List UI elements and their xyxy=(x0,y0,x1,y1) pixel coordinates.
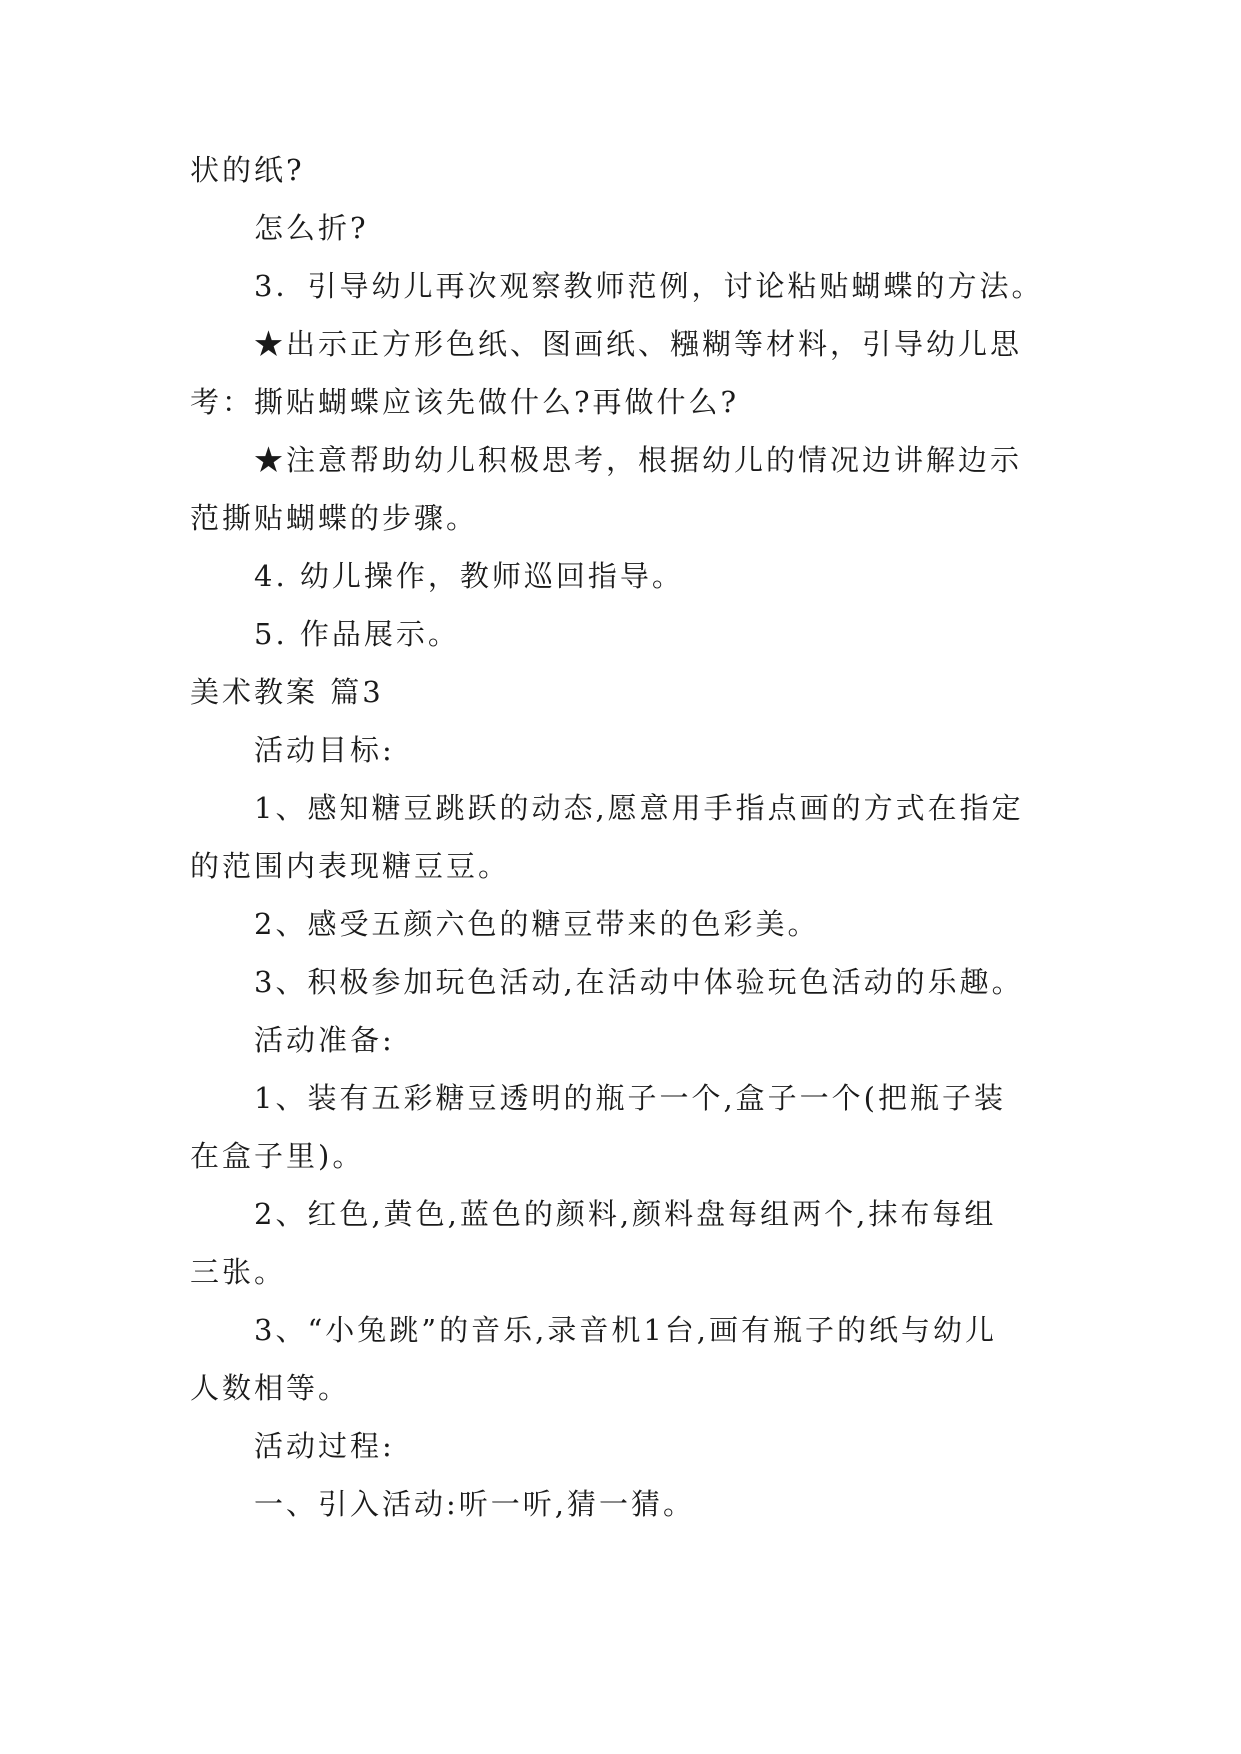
text-line: 1、感知糖豆跳跃的动态,愿意用手指点画的方式在指定 xyxy=(254,791,1024,825)
text-line: 1、装有五彩糖豆透明的瓶子一个,盒子一个(把瓶子装 xyxy=(254,1081,1006,1115)
text-line: 一、引入活动:听一听,猜一猜。 xyxy=(254,1487,695,1521)
text-line: 范撕贴蝴蝶的步骤。 xyxy=(190,501,479,535)
text-line: 3、积极参加玩色活动,在活动中体验玩色活动的乐趣。 xyxy=(254,965,1024,999)
text-line: 活动目标: xyxy=(254,733,395,767)
text-line: 的范围内表现糖豆豆。 xyxy=(190,849,511,883)
section-heading: 美术教案 篇3 xyxy=(190,675,384,709)
text-line: 活动准备: xyxy=(254,1023,395,1057)
text-line: 怎么折? xyxy=(254,211,369,245)
text-line: 人数相等。 xyxy=(190,1371,351,1405)
text-line: 考：撕贴蝴蝶应该先做什么?再做什么? xyxy=(190,385,740,419)
text-line: 在盒子里)。 xyxy=(190,1139,365,1173)
text-line: 活动过程: xyxy=(254,1429,395,1463)
text-line: 2、感受五颜六色的糖豆带来的色彩美。 xyxy=(254,907,820,941)
text-line: 3．引导幼儿再次观察教师范例，讨论粘贴蝴蝶的方法。 xyxy=(254,269,1044,303)
text-line: ★出示正方形色纸、图画纸、糨糊等材料，引导幼儿思 xyxy=(254,327,1023,361)
text-line: 2、红色,黄色,蓝色的颜料,颜料盘每组两个,抹布每组 xyxy=(254,1197,997,1231)
text-line: 5. 作品展示。 xyxy=(254,617,460,651)
text-line: 4. 幼儿操作，教师巡回指导。 xyxy=(254,559,684,593)
text-line: 状的纸? xyxy=(190,153,305,187)
text-line: 3、“小兔跳”的音乐,录音机1台,画有瓶子的纸与幼儿 xyxy=(254,1313,997,1347)
text-line: ★注意帮助幼儿积极思考，根据幼儿的情况边讲解边示 xyxy=(254,443,1023,477)
text-line: 三张。 xyxy=(190,1255,287,1289)
